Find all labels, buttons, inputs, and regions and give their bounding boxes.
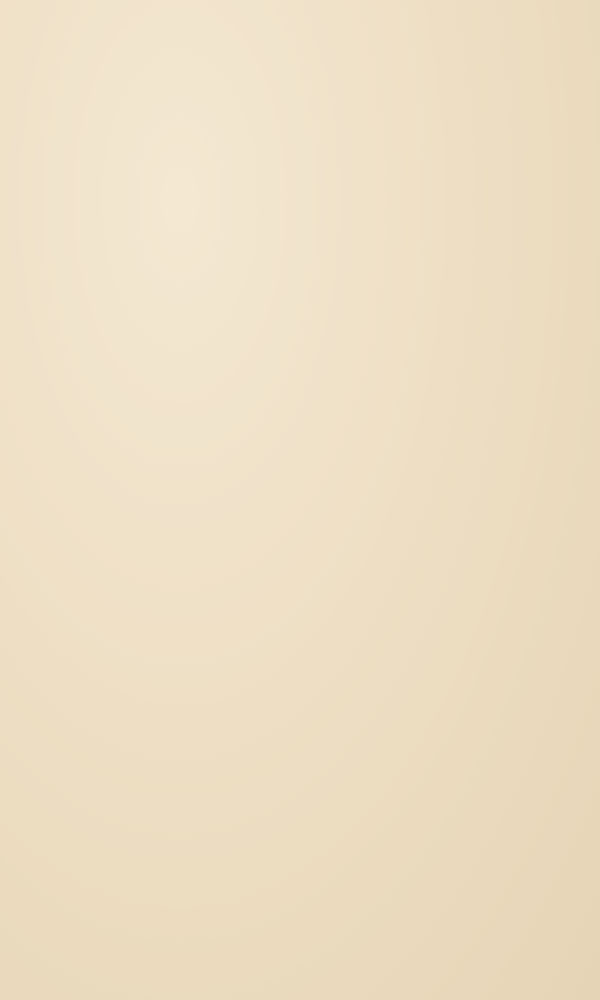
section-heading — [77, 266, 93, 300]
